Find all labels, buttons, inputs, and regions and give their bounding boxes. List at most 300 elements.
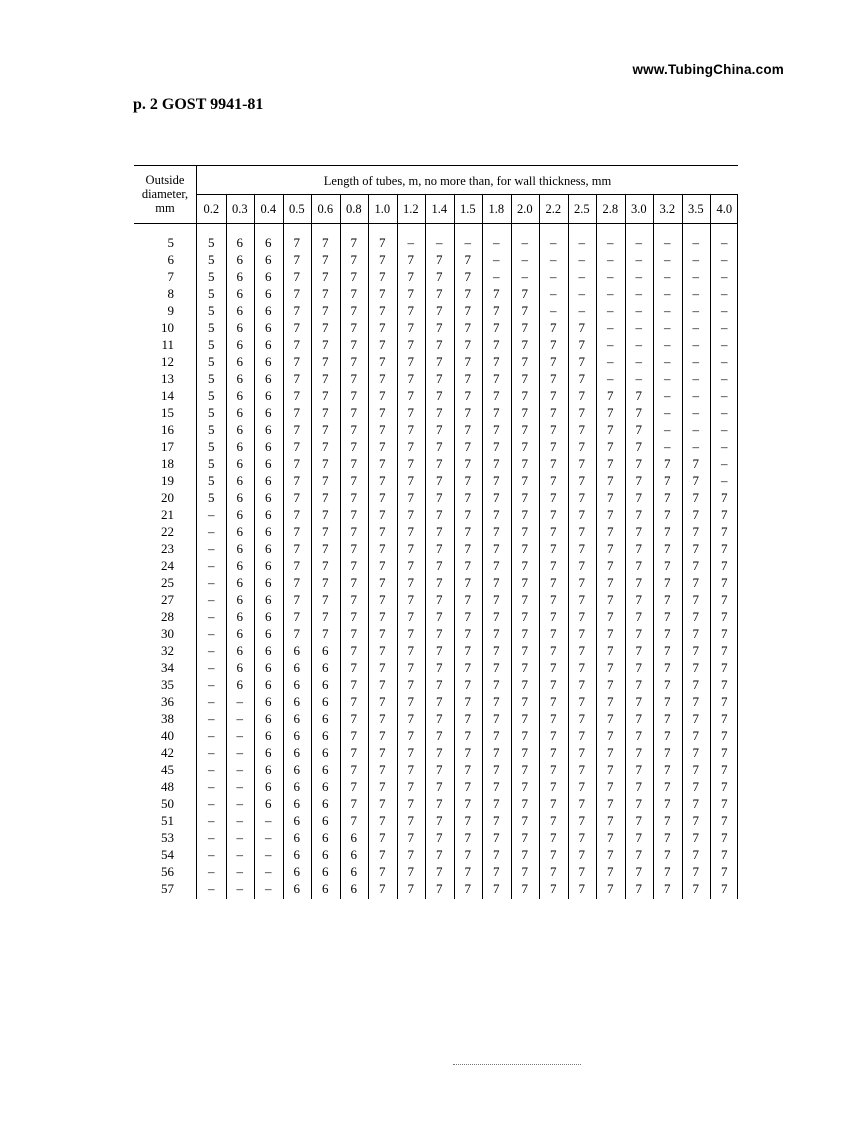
length-cell: 6 [293, 762, 300, 777]
length-cell: 7 [436, 439, 443, 454]
length-cell: 7 [436, 320, 443, 335]
length-cell: 7 [350, 592, 357, 607]
length-cell: – [236, 745, 243, 760]
length-cell: 7 [664, 779, 671, 794]
length-cell: 7 [607, 745, 614, 760]
length-cell: 7 [692, 541, 699, 556]
length-cell: 6 [293, 660, 300, 675]
length-cell: 7 [464, 507, 471, 522]
length-cell: 7 [350, 728, 357, 743]
od-label-line-3: mm [155, 201, 175, 215]
length-cell: 7 [379, 796, 386, 811]
length-cell: 7 [379, 354, 386, 369]
length-cell: 7 [721, 524, 728, 539]
length-cell: 5 [208, 456, 215, 471]
length-cell: – [578, 303, 585, 318]
length-cell: 7 [464, 830, 471, 845]
length-cell: 6 [236, 575, 243, 590]
length-cell: 6 [293, 813, 300, 828]
length-cell: 7 [464, 813, 471, 828]
length-cell: 5 [208, 286, 215, 301]
length-cell: 7 [464, 354, 471, 369]
length-cell: – [208, 507, 215, 522]
length-cell: 6 [236, 524, 243, 539]
length-cell: 7 [721, 864, 728, 879]
length-cell: 7 [493, 575, 500, 590]
length-cell: 5 [208, 490, 215, 505]
length-cell: 7 [293, 371, 300, 386]
length-cell: 7 [550, 592, 557, 607]
length-cell: 6 [265, 388, 272, 403]
length-cell: 7 [436, 371, 443, 386]
length-cell: 7 [493, 320, 500, 335]
length-cell: 7 [293, 575, 300, 590]
length-cell: 7 [550, 864, 557, 879]
length-cell: 7 [692, 643, 699, 658]
length-cell: 7 [350, 779, 357, 794]
length-cell: – [692, 371, 699, 386]
length-cell: – [493, 269, 500, 284]
length-cell: – [208, 830, 215, 845]
length-cell: 7 [379, 490, 386, 505]
length-cell: 7 [721, 626, 728, 641]
length-cell: 7 [550, 677, 557, 692]
length-cell: – [208, 592, 215, 607]
length-cell: 7 [721, 881, 728, 896]
diameter-cell: 16 [161, 422, 174, 437]
length-cell: 7 [379, 626, 386, 641]
length-cell: – [578, 235, 585, 250]
length-cell: 7 [350, 354, 357, 369]
diameter-cell: 22 [161, 524, 174, 539]
length-cell: – [208, 796, 215, 811]
length-cell: 7 [521, 643, 528, 658]
length-cell: 7 [436, 762, 443, 777]
length-cell: 7 [635, 490, 642, 505]
length-cell: 7 [521, 337, 528, 352]
length-cell: 7 [521, 371, 528, 386]
length-cell: 7 [550, 507, 557, 522]
length-cell: 7 [578, 626, 585, 641]
length-cell: 7 [550, 405, 557, 420]
length-cell: 7 [578, 337, 585, 352]
length-cell: 7 [664, 456, 671, 471]
length-cell: 7 [692, 490, 699, 505]
length-cell: 7 [322, 405, 329, 420]
length-cell: 7 [692, 779, 699, 794]
length-cell: 7 [407, 456, 414, 471]
length-cell: 7 [521, 507, 528, 522]
length-cell: 7 [407, 660, 414, 675]
length-cell: 7 [521, 422, 528, 437]
wall-thickness-span-header: Length of tubes, m, no more than, for wall thickness, mm [323, 174, 612, 188]
diameter-cell: 30 [161, 626, 174, 641]
length-cell: – [607, 235, 614, 250]
length-cell: 7 [322, 609, 329, 624]
length-cell: 7 [635, 575, 642, 590]
length-cell: 7 [350, 711, 357, 726]
length-cell: 7 [350, 796, 357, 811]
length-cell: 7 [578, 320, 585, 335]
length-cell: 7 [322, 558, 329, 573]
length-cell: 7 [550, 337, 557, 352]
length-cell: 7 [607, 779, 614, 794]
outside-diameter-header [134, 173, 196, 215]
length-cell: 6 [322, 847, 329, 862]
diameter-cell: 53 [161, 830, 174, 845]
length-cell: 7 [607, 422, 614, 437]
thickness-header: 3.5 [687, 202, 704, 216]
length-cell: – [208, 558, 215, 573]
length-cell: 7 [521, 405, 528, 420]
length-cell: 6 [236, 626, 243, 641]
length-cell: 7 [607, 490, 614, 505]
length-cell: 7 [521, 813, 528, 828]
length-cell: – [208, 779, 215, 794]
diameter-cell: 19 [161, 473, 174, 488]
length-cell: – [407, 235, 414, 250]
length-cell: 7 [692, 592, 699, 607]
length-cell: 6 [265, 626, 272, 641]
length-cell: 7 [350, 473, 357, 488]
length-cell: 7 [664, 507, 671, 522]
length-cell: 7 [293, 558, 300, 573]
length-cell: 7 [521, 779, 528, 794]
length-cell: 7 [493, 490, 500, 505]
length-cell: 7 [493, 762, 500, 777]
length-cell: 7 [322, 456, 329, 471]
length-cell: 7 [407, 881, 414, 896]
length-cell: 7 [607, 677, 614, 692]
length-cell: 7 [521, 728, 528, 743]
length-cell: 7 [293, 473, 300, 488]
site-url: www.TubingChina.com [632, 62, 784, 77]
length-cell: 7 [493, 388, 500, 403]
length-cell: 7 [293, 626, 300, 641]
length-cell: 7 [692, 507, 699, 522]
length-cell: 7 [635, 711, 642, 726]
length-cell: 7 [464, 388, 471, 403]
length-cell: 7 [464, 269, 471, 284]
length-cell: 7 [578, 473, 585, 488]
length-cell: 7 [379, 252, 386, 267]
length-cell: 6 [293, 745, 300, 760]
length-cell: 7 [578, 796, 585, 811]
length-cell: 7 [407, 609, 414, 624]
length-cell: 7 [379, 847, 386, 862]
diameter-cell: 50 [161, 796, 174, 811]
length-cell: 7 [350, 337, 357, 352]
length-cell: 7 [692, 881, 699, 896]
length-cell: 7 [578, 575, 585, 590]
length-cell: 6 [265, 473, 272, 488]
length-cell: 6 [236, 354, 243, 369]
length-cell: 7 [464, 524, 471, 539]
length-cell: 5 [208, 371, 215, 386]
length-cell: – [208, 626, 215, 641]
length-cell: 7 [293, 252, 300, 267]
length-cell: 7 [550, 779, 557, 794]
length-cell: 7 [322, 524, 329, 539]
length-cell: 7 [436, 728, 443, 743]
length-cell: 7 [350, 269, 357, 284]
diameter-cell: 15 [161, 405, 174, 420]
length-cell: 7 [464, 881, 471, 896]
length-cell: 6 [293, 796, 300, 811]
length-cell: 7 [407, 422, 414, 437]
length-cell: 7 [293, 490, 300, 505]
length-cell: – [550, 286, 557, 301]
od-label-line-2: diameter, [141, 187, 189, 201]
length-cell: 7 [521, 881, 528, 896]
length-cell: – [692, 303, 699, 318]
length-cell: 7 [379, 813, 386, 828]
length-cell: 7 [379, 609, 386, 624]
length-cell: 7 [493, 643, 500, 658]
length-cell: – [236, 779, 243, 794]
thickness-header: 1.5 [459, 202, 476, 216]
length-cell: 7 [521, 320, 528, 335]
length-cell: 6 [322, 745, 329, 760]
length-cell: 7 [493, 507, 500, 522]
length-cell: – [635, 269, 642, 284]
length-cell: 6 [265, 235, 272, 250]
length-cell: 7 [493, 677, 500, 692]
length-cell: 5 [208, 473, 215, 488]
length-cell: 7 [493, 371, 500, 386]
length-cell: 7 [550, 388, 557, 403]
length-cell: 7 [578, 694, 585, 709]
length-cell: 7 [407, 643, 414, 658]
length-cell: – [635, 286, 642, 301]
length-cell: 6 [322, 762, 329, 777]
length-cell: 7 [521, 864, 528, 879]
length-cell: 5 [208, 235, 215, 250]
diameter-cell: 14 [161, 388, 174, 403]
length-cell: – [208, 694, 215, 709]
length-cell: 7 [664, 575, 671, 590]
length-cell: 7 [322, 592, 329, 607]
length-cell: 7 [407, 541, 414, 556]
length-cell: 7 [550, 660, 557, 675]
length-cell: 7 [464, 286, 471, 301]
length-cell: 7 [578, 762, 585, 777]
length-cell: – [664, 337, 671, 352]
length-cell: 6 [265, 728, 272, 743]
length-cell: 7 [721, 575, 728, 590]
diameter-cell: 13 [161, 371, 174, 386]
length-cell: 7 [350, 745, 357, 760]
diameter-cell: 21 [161, 507, 174, 522]
length-cell: 7 [322, 439, 329, 454]
length-cell: 6 [236, 558, 243, 573]
length-cell: 7 [293, 592, 300, 607]
diameter-cell: 5 [167, 235, 174, 250]
length-cell: 7 [664, 728, 671, 743]
length-cell: – [208, 541, 215, 556]
length-cell: 7 [379, 405, 386, 420]
length-cell: 7 [550, 490, 557, 505]
length-cell: 6 [293, 847, 300, 862]
length-cell: 6 [236, 473, 243, 488]
length-cell: 7 [692, 796, 699, 811]
length-cell: 7 [550, 728, 557, 743]
length-cell: 7 [721, 592, 728, 607]
length-cell: 5 [208, 252, 215, 267]
length-cell: 7 [407, 303, 414, 318]
length-cell: – [721, 473, 728, 488]
length-cell: 7 [436, 575, 443, 590]
length-cell: 7 [493, 286, 500, 301]
length-cell: – [635, 354, 642, 369]
length-cell: 7 [407, 354, 414, 369]
length-cell: – [692, 235, 699, 250]
length-cell: – [721, 354, 728, 369]
length-cell: – [664, 371, 671, 386]
length-cell: – [521, 235, 528, 250]
length-cell: 6 [236, 507, 243, 522]
length-cell: – [236, 881, 243, 896]
diameter-cell: 32 [161, 643, 174, 658]
length-cell: – [721, 303, 728, 318]
length-cell: 6 [236, 320, 243, 335]
length-cell: 7 [635, 609, 642, 624]
length-cell: 7 [322, 269, 329, 284]
length-cell: 7 [350, 660, 357, 675]
length-cell: – [692, 337, 699, 352]
length-cell: 7 [350, 541, 357, 556]
length-cell: 7 [550, 456, 557, 471]
length-cell: 5 [208, 388, 215, 403]
length-cell: 6 [236, 337, 243, 352]
length-cell: 7 [464, 422, 471, 437]
length-cell: 7 [607, 507, 614, 522]
length-cell: 7 [493, 711, 500, 726]
length-cell: 7 [635, 422, 642, 437]
length-cell: – [521, 269, 528, 284]
length-cell: 7 [379, 694, 386, 709]
length-cell: 7 [436, 354, 443, 369]
length-cell: 7 [350, 507, 357, 522]
length-cell: 7 [436, 337, 443, 352]
length-cell: – [664, 320, 671, 335]
length-cell: 7 [464, 439, 471, 454]
length-cell: – [208, 660, 215, 675]
thickness-header: 2.2 [545, 202, 562, 216]
table-top-rule [134, 165, 738, 166]
length-cell: 7 [436, 796, 443, 811]
length-cell: – [550, 303, 557, 318]
length-cell: 7 [521, 694, 528, 709]
length-cell: 7 [436, 490, 443, 505]
length-cell: – [635, 337, 642, 352]
length-cell: 7 [521, 473, 528, 488]
length-cell: – [721, 388, 728, 403]
length-cell: 7 [692, 711, 699, 726]
length-cell: 7 [578, 388, 585, 403]
length-cell: 7 [293, 456, 300, 471]
length-cell: 7 [635, 796, 642, 811]
length-cell: – [721, 371, 728, 386]
length-cell: 7 [578, 405, 585, 420]
length-cell: 6 [236, 439, 243, 454]
length-cell: – [208, 643, 215, 658]
length-cell: 6 [265, 762, 272, 777]
length-cell: – [521, 252, 528, 267]
length-cell: 7 [607, 473, 614, 488]
length-cell: 7 [493, 881, 500, 896]
length-cell: 7 [407, 694, 414, 709]
length-cell: 7 [350, 558, 357, 573]
length-cell: 7 [607, 864, 614, 879]
length-cell: 7 [407, 524, 414, 539]
length-cell: 5 [208, 269, 215, 284]
length-cell: 6 [350, 847, 357, 862]
length-cell: 7 [407, 592, 414, 607]
length-cell: 6 [350, 864, 357, 879]
length-cell: 7 [350, 677, 357, 692]
length-cell: 7 [379, 456, 386, 471]
length-cell: 7 [578, 643, 585, 658]
length-cell: 7 [407, 830, 414, 845]
length-cell: 7 [692, 813, 699, 828]
length-cell: 7 [550, 609, 557, 624]
length-cell: 7 [322, 388, 329, 403]
length-cell: 7 [635, 660, 642, 675]
length-cell: – [236, 728, 243, 743]
length-cell: 7 [493, 524, 500, 539]
length-cell: 7 [692, 677, 699, 692]
length-cell: – [635, 371, 642, 386]
length-cell: 7 [550, 354, 557, 369]
thickness-header: 0.2 [203, 202, 220, 216]
length-cell: 7 [293, 541, 300, 556]
length-cell: 7 [635, 541, 642, 556]
length-cell: 7 [436, 405, 443, 420]
length-cell: 6 [265, 439, 272, 454]
length-cell: – [208, 813, 215, 828]
length-cell: 7 [493, 728, 500, 743]
length-cell: – [236, 830, 243, 845]
length-cell: 7 [578, 558, 585, 573]
length-cell: 7 [550, 830, 557, 845]
length-cell: – [721, 269, 728, 284]
length-cell: 7 [721, 558, 728, 573]
length-cell: 7 [721, 728, 728, 743]
length-cell: 7 [578, 745, 585, 760]
length-cell: 5 [208, 354, 215, 369]
length-cell: 7 [607, 660, 614, 675]
length-cell: – [236, 864, 243, 879]
length-cell: 7 [464, 337, 471, 352]
length-cell: – [664, 354, 671, 369]
length-cell: 7 [436, 541, 443, 556]
length-cell: 7 [578, 609, 585, 624]
length-cell: 7 [721, 541, 728, 556]
length-cell: 6 [265, 354, 272, 369]
length-cell: 7 [721, 796, 728, 811]
diameter-cell: 45 [161, 762, 174, 777]
length-cell: 7 [550, 541, 557, 556]
length-cell: 7 [664, 643, 671, 658]
length-cell: – [436, 235, 443, 250]
length-cell: 7 [692, 558, 699, 573]
length-cell: 7 [407, 728, 414, 743]
length-cell: 7 [293, 524, 300, 539]
length-cell: 7 [664, 813, 671, 828]
length-cell: 7 [607, 388, 614, 403]
length-cell: 7 [550, 575, 557, 590]
